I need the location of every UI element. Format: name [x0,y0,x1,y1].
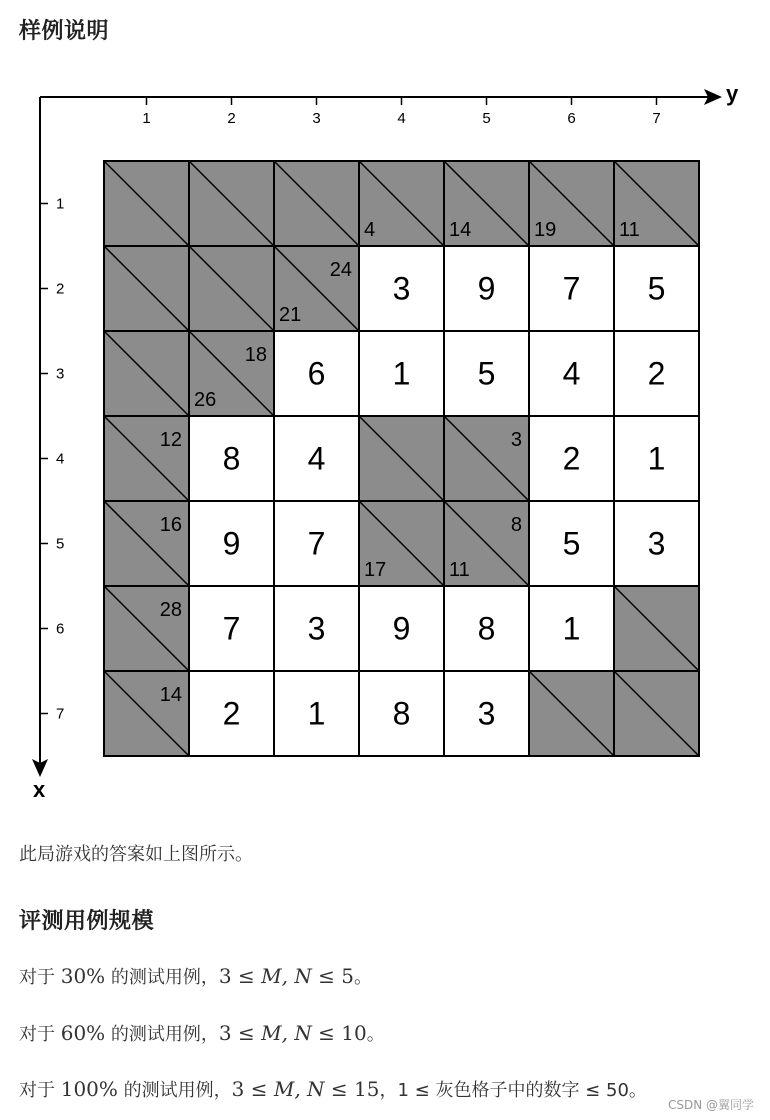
answer-cell [529,246,614,331]
answer-digit: 9 [392,610,411,647]
case-vars: M, N [261,964,312,988]
gray-cell [104,161,189,246]
col-tick-label: 6 [567,110,576,127]
gray-cell [444,416,529,501]
answer-cell [529,501,614,586]
answer-digit: 7 [562,270,581,307]
case-percent: 30% [60,964,106,988]
clue-right: 14 [159,684,182,706]
answer-cell [444,331,529,416]
clue-down: 17 [364,559,387,581]
gray-cell [274,246,359,331]
answer-digit: 1 [307,695,326,732]
case-mid: 的测试用例， [105,1024,219,1045]
answer-cell [189,501,274,586]
gray-cell [104,501,189,586]
clue-right: 24 [329,259,352,281]
gray-cell [444,501,529,586]
case-prefix: 对于 [19,1080,61,1101]
answer-cell [359,331,444,416]
answer-digit: 8 [392,695,411,732]
answer-digit: 3 [392,270,411,307]
heading-example: 样例说明 [19,19,110,44]
answer-digit: 7 [307,525,326,562]
gray-cell [104,586,189,671]
gray-cell [359,161,444,246]
case-prefix: 对于 [19,967,61,988]
case-prefix: 对于 [19,1024,61,1045]
answer-digit: 8 [222,440,241,477]
x-axis-label: x [33,777,46,802]
gray-cell [614,161,699,246]
case-ineq-left: 3 ≤ [231,1077,274,1101]
heading-scale: 评测用例规模 [19,909,155,934]
answer-digit: 3 [647,525,666,562]
case-ineq-right: ≤ 5 [311,964,355,988]
kakuro-figure [0,75,770,810]
clue-right: 16 [159,514,182,536]
answer-cell [614,246,699,331]
answer-digit: 4 [307,440,326,477]
case-ineq-left: 3 ≤ [218,964,262,988]
case-mid: 的测试用例， [105,967,219,988]
gray-cell [529,161,614,246]
answer-digit: 5 [647,270,666,307]
answer-cell [274,416,359,501]
clue-right: 18 [244,344,267,366]
answer-cell [614,331,699,416]
answer-digit: 3 [477,695,496,732]
answer-digit: 6 [307,355,326,392]
clue-down: 11 [449,559,470,581]
gray-cell [104,416,189,501]
gray-cell [189,161,274,246]
answer-cell [359,671,444,756]
answer-digit: 9 [222,525,241,562]
clue-down: 14 [449,219,472,241]
answer-cell [359,586,444,671]
case-percent: 100% [60,1077,118,1101]
case-tail: 。 [366,1024,385,1045]
y-axis-label: y [726,81,739,106]
answer-cell [444,586,529,671]
gray-cell [359,501,444,586]
gray-cell [444,161,529,246]
gray-cell [104,331,189,416]
watermark: CSDN @翼同学 [667,1098,754,1112]
answer-digit: 1 [647,440,666,477]
answer-cell [529,416,614,501]
row-tick-label: 5 [56,535,65,553]
case-ineq-left: 3 ≤ [218,1021,262,1045]
case-tail: 。 [354,967,373,988]
row-tick-label: 4 [56,450,65,468]
gray-cell [104,671,189,756]
case-ineq-right: ≤ 15 [324,1077,380,1101]
gray-cell [614,586,699,671]
answer-digit: 2 [647,355,666,392]
clue-right: 8 [510,514,522,536]
gray-cell [529,671,614,756]
gray-cell [274,161,359,246]
case-vars: M, N [261,1021,312,1045]
clue-down: 11 [619,219,640,241]
answer-cell [529,586,614,671]
case-60 [19,1020,385,1046]
answer-description: 此局游戏的答案如上图所示。 [19,844,253,865]
answer-digit: 1 [562,610,581,647]
row-tick-label: 3 [56,365,65,383]
grid [104,161,699,756]
case-mid: 的测试用例， [117,1080,232,1101]
row-tick-label: 2 [56,280,65,298]
row-tick-label: 6 [56,620,65,638]
gray-cell [104,246,189,331]
gray-cell [189,246,274,331]
clue-down: 26 [194,389,217,411]
answer-cell [359,246,444,331]
answer-digit: 3 [307,610,326,647]
case-30 [19,963,372,989]
answer-cell [189,671,274,756]
answer-cell [444,246,529,331]
answer-cell [274,671,359,756]
case-percent: 60% [60,1021,106,1045]
col-tick-label: 1 [142,110,151,127]
answer-cell [529,331,614,416]
answer-digit: 8 [477,610,496,647]
row-tick-label: 1 [56,195,65,213]
answer-digit: 2 [222,695,241,732]
answer-cell [274,331,359,416]
gray-cell [359,416,444,501]
answer-digit: 7 [222,610,241,647]
answer-cell [444,671,529,756]
clue-down: 21 [279,304,302,326]
clue-right: 3 [510,429,522,451]
answer-digit: 9 [477,270,496,307]
answer-digit: 4 [562,355,581,392]
row-tick-label: 7 [56,705,65,723]
clue-down: 19 [534,219,557,241]
clue-right: 28 [159,599,182,621]
answer-digit: 1 [392,355,411,392]
gray-cell [189,331,274,416]
case-vars: M, N [273,1077,325,1101]
case-100 [19,1076,647,1102]
answer-cell [614,416,699,501]
case-ineq-right: ≤ 10 [311,1021,367,1045]
answer-cell [274,586,359,671]
answer-cell [274,501,359,586]
case-tail: ，1 ≤ 灰色格子中的数字 ≤ 50。 [379,1080,647,1101]
gray-cell [614,671,699,756]
answer-digit: 5 [477,355,496,392]
clue-right: 12 [159,429,182,451]
col-tick-label: 5 [482,110,491,127]
col-tick-label: 4 [397,110,406,127]
answer-cell [189,416,274,501]
col-tick-label: 3 [312,110,321,127]
answer-cell [189,586,274,671]
answer-digit: 5 [562,525,581,562]
col-tick-label: 2 [227,110,236,127]
clue-down: 4 [364,219,376,241]
answer-cell [614,501,699,586]
col-tick-label: 7 [652,110,661,127]
answer-digit: 2 [562,440,581,477]
